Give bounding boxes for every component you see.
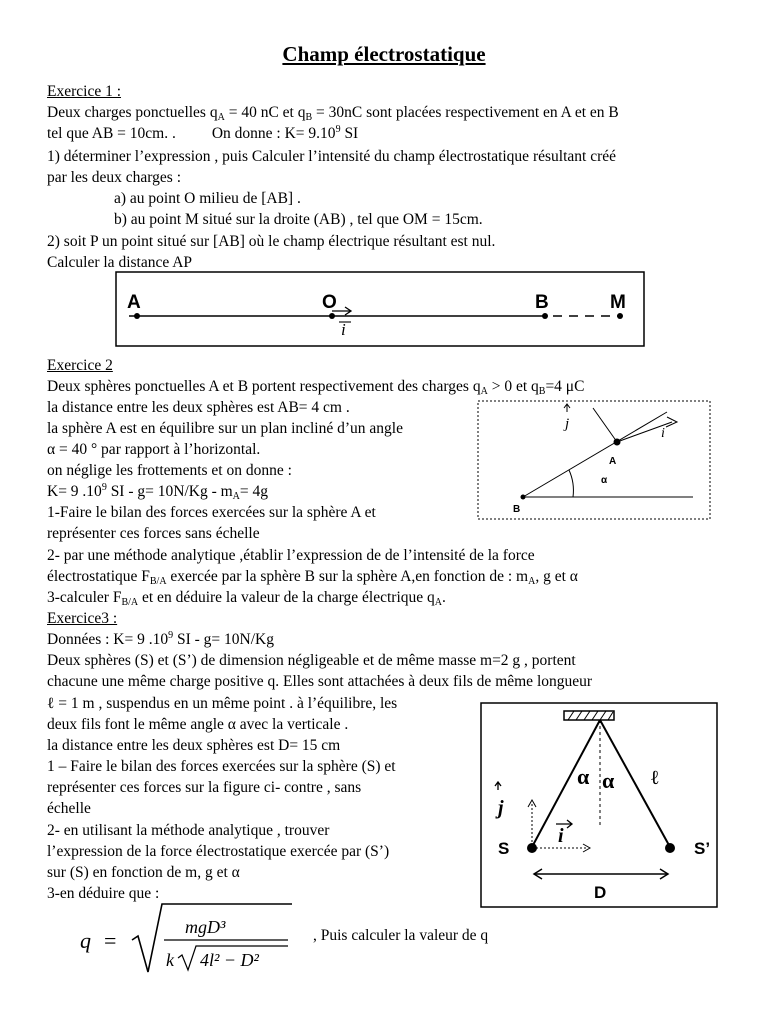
vector-i-label: i <box>558 825 564 847</box>
ex1-question-a: a) au point O milieu de [AB] . <box>114 190 301 207</box>
support-hatching <box>568 711 613 720</box>
formula-den-inner: 4l² − D² <box>200 950 259 970</box>
vector-j-label-arrow <box>495 782 501 790</box>
ex1-figure <box>115 271 645 347</box>
angle-label: α <box>601 475 608 486</box>
ex1-question1b: par les deux charges : <box>47 169 181 186</box>
ex2-line4: α = 40 ° par rapport à l’horizontal. <box>47 441 261 458</box>
vector-j-label: j <box>565 416 570 432</box>
label-o: O <box>322 292 337 313</box>
incline-line <box>523 412 667 497</box>
ex1-question1: 1) déterminer l’expression , puis Calculer l’intensité du champ électrostatique résultant créé <box>47 148 616 165</box>
reaction-arrow <box>593 408 617 442</box>
point-b-dot <box>542 313 548 319</box>
label-b: B <box>535 292 549 313</box>
point-o-dot <box>329 313 335 319</box>
sphere-b <box>521 495 526 500</box>
ex2-line6: K= 9 $.10^9$ SI - $g= 10N/Kg - m_A= 4g$ <box>47 482 269 502</box>
ex2-line3: la sphère A est en équilibre sur un plan incliné d’un angle <box>47 420 403 437</box>
ex3-line9: échelle <box>47 800 91 817</box>
ex3-figure <box>480 702 718 908</box>
ex2-line2: la distance entre les deux sphères est AB= 4 cm . <box>47 399 350 416</box>
vector-j-label: j <box>498 797 504 819</box>
ex2-line1: Deux sphères ponctuelles A et B portent respectivement des charges $q_A > 0$ et $q_B=4$ μC <box>47 378 585 397</box>
ex2-line9: 2- par une méthode analytique ,établir l’expression de de l’intensité de la force <box>47 547 535 564</box>
formula-q <box>80 900 310 980</box>
angle-left-label: α <box>577 764 590 789</box>
ex3-line5: deux fils font le même angle α avec la verticale . <box>47 716 349 733</box>
label-a: A <box>127 292 141 313</box>
sphere-s-prime-label: S’ <box>694 839 711 858</box>
ex1-line2: tel que AB = 10cm. . On donne : $K= 9.10^9$ SI <box>47 124 359 142</box>
unit-vector-label: i <box>341 320 346 339</box>
ex3-line6: la distance entre les deux sphères est D= 15 cm <box>47 737 341 754</box>
ex3-line8: représenter ces forces sur la figure ci- contre , sans <box>47 779 362 796</box>
label-m: M <box>610 292 626 313</box>
ex1-question2: 2) soit P un point situé sur [AB] où le champ électrique résultant est nul. <box>47 233 496 250</box>
formula-lhs: q <box>80 928 91 953</box>
formula-den-k: k <box>166 950 174 970</box>
ex2-heading: Exercice 2 <box>47 357 113 374</box>
angle-right-label: α <box>602 768 615 793</box>
ex3-line7: 1 – Faire le bilan des forces exercées sur la sphère (S) et <box>47 758 396 775</box>
ex2-line10: électrostatique $F_{B/A}$ exercée par la sphère B sur la sphère A,en fonction de : $m_A$, g et α <box>47 568 578 587</box>
thread-length-label: ℓ <box>650 767 660 789</box>
vector-j-arrow <box>564 404 570 412</box>
ex3-figure-frame <box>481 703 717 907</box>
ex1-question2b: Calculer la distance AP <box>47 254 193 271</box>
ex3-line4: ℓ = 1 m , suspendus en un même point . à l’équilibre, les <box>47 695 398 712</box>
ex1-heading: Exercice 1 : <box>47 83 122 100</box>
point-m-dot <box>617 313 623 319</box>
sphere-s-prime <box>665 843 675 853</box>
page-title: Champ électrostatique <box>282 42 486 66</box>
ex3-line13: 3-en déduire que : <box>47 885 160 902</box>
ex3-line12: sur (S) en fonction de m, g et α <box>47 864 240 881</box>
ex1-figure-frame <box>116 272 644 346</box>
ex3-line11: l’expression de la force électrostatique exercée par (S’) <box>47 843 390 860</box>
ex2-figure <box>477 400 711 520</box>
angle-arc <box>569 470 573 497</box>
ex2-line11: 3-calculer $F_{B/A}$ et en déduire la valeur de la charge électrique $q_A$. <box>47 589 446 608</box>
point-a-dot <box>134 313 140 319</box>
formula-equals: = <box>104 928 117 953</box>
distance-label: D <box>594 883 607 902</box>
ex2-figure-frame <box>478 401 710 519</box>
thread-left <box>532 720 600 847</box>
ex3-heading: Exercice3 : <box>47 610 118 627</box>
ex3-final-question: , Puis calculer la valeur de q <box>313 927 489 944</box>
sphere-b-label: B <box>513 504 521 515</box>
ex3-line1: Données : K= 9 $.10^9$ SI - g= 10N/Kg <box>47 630 274 648</box>
ex2-line7: 1-Faire le bilan des forces exercées sur la sphère A et <box>47 504 376 521</box>
sphere-a-label: A <box>609 456 617 467</box>
ex3-line3: chacune une même charge positive q. Elles sont attachées à deux fils de même longueur <box>47 673 593 690</box>
ex2-line5: on néglige les frottements et on donne : <box>47 462 292 479</box>
formula-numerator: mgD³ <box>185 917 226 937</box>
ex1-question-b: b) au point M situé sur la droite (AB) , tel que OM = 15cm. <box>114 211 483 228</box>
vector-i-label: i <box>661 426 665 441</box>
ex2-line8: représenter ces forces sans échelle <box>47 525 260 542</box>
sphere-s-label: S <box>498 839 510 858</box>
ex3-line2: Deux sphères (S) et (S’) de dimension négligeable et de même masse m=2 g , portent <box>47 652 576 669</box>
ex3-line10: 2- en utilisant la méthode analytique , trouver <box>47 822 330 839</box>
ex1-line1: Deux charges ponctuelles $q_A = 40$ nC et $q_B = 30nC$ sont placées respectivement en A et en B <box>47 104 619 123</box>
